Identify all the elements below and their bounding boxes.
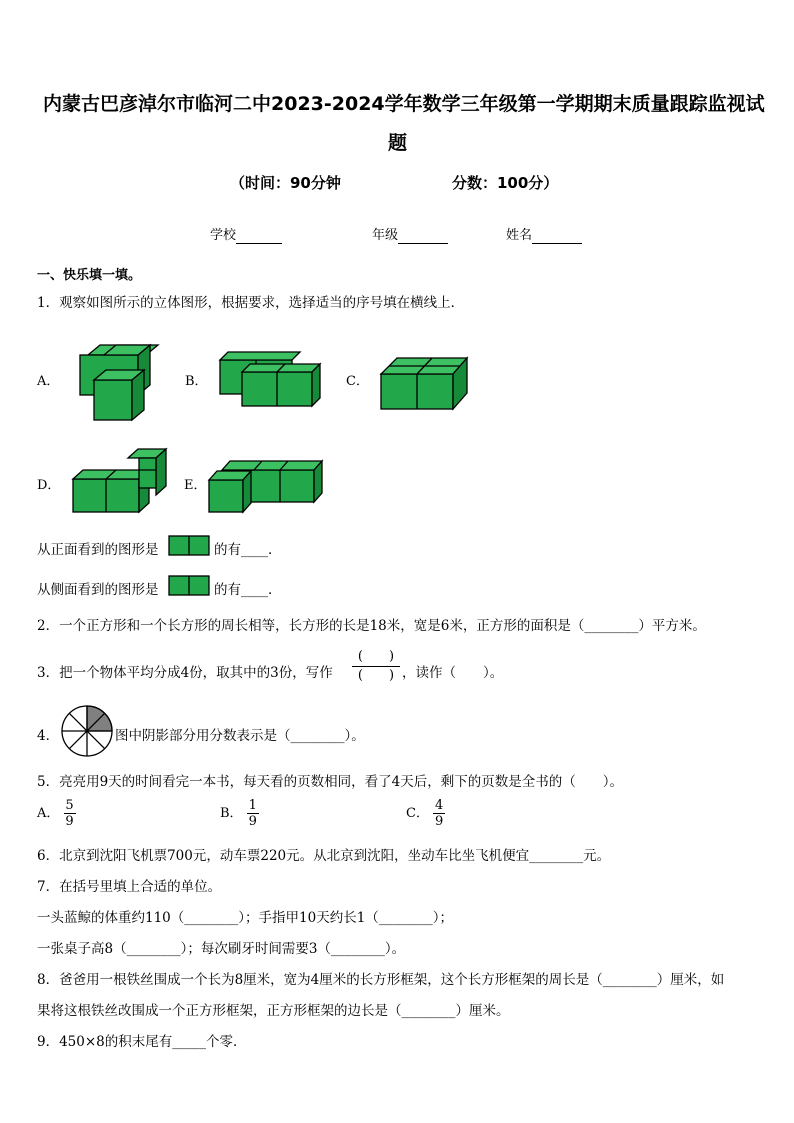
q5-option-b-label: B．: [220, 806, 243, 821]
q5-option-b[interactable]: [220, 798, 259, 829]
grade-field: [372, 224, 448, 244]
front-view-question: [37, 538, 159, 558]
q5-b-numerator: 1: [248, 798, 257, 813]
section-heading: 一、快乐填一填。: [37, 268, 142, 283]
side-view-text: 从侧面看到的图形是: [37, 582, 159, 598]
front-view-answer[interactable]: 的有____．: [214, 542, 282, 558]
q5-fraction-c: [433, 798, 445, 829]
exam-score: 分数：100分）: [452, 174, 559, 192]
q2: 2．一个正方形和一个长方形的周长相等，长方形的长是18米，宽是6米，正方形的面积是（________）平方米。: [37, 618, 706, 634]
q5-fraction-a: [64, 798, 76, 829]
option-c-label: C．: [346, 374, 369, 389]
school-field: [210, 224, 282, 244]
cube-figure-d: [70, 446, 170, 514]
q9: 9．450×8的积末尾有_____个零．: [37, 1034, 247, 1050]
school-label: 学校: [210, 228, 237, 243]
option-d-label: D．: [37, 478, 61, 493]
q7-line1: 一头蓝鲸的体重约110（________）；手指甲10天约长1（________）；: [37, 910, 454, 926]
cube-figure-b: [215, 348, 323, 410]
q7-stem: 7．在括号里填上合适的单位。: [37, 879, 222, 895]
q5-b-denominator: 9: [248, 814, 257, 829]
name-field: [506, 224, 582, 244]
q3-stem: 3．把一个物体平均分成4份，取其中的3份，写作: [37, 665, 333, 681]
name-label: 姓名: [506, 228, 533, 243]
q5-option-c[interactable]: [406, 798, 445, 829]
cube-figure-c: [378, 352, 470, 412]
q4-text: 图中阴影部分用分数表示是（________）。: [115, 728, 365, 744]
q6: 6．北京到沈阳飞机票700元，动车票220元。从北京到沈阳，坐动车比坐飞机便宜________元。: [37, 848, 611, 864]
side-view-answer[interactable]: 的有____．: [214, 582, 282, 598]
page-title-cont: 题: [388, 132, 408, 154]
side-view-question: [37, 578, 159, 598]
q3-fraction-blank[interactable]: ( ) ( ): [352, 648, 400, 685]
q7-line2: 一张桌子高8（________）；每次刷牙时间需要3（________）。: [37, 941, 406, 957]
q5-c-denominator: 9: [434, 814, 444, 829]
grade-blank[interactable]: [398, 228, 448, 244]
school-blank[interactable]: [236, 228, 282, 244]
cube-figure-e: [206, 458, 326, 514]
q8-line2: 果将这根铁丝改围成一个正方形框架，正方形框架的边长是（________）厘米。: [37, 1003, 510, 1019]
q5-c-numerator: 4: [434, 798, 444, 813]
option-a-label: A．: [37, 374, 60, 389]
q4-number: 4．: [37, 728, 60, 744]
two-square-side-icon: [168, 575, 210, 596]
q5-stem: 5．亮亮用9天的时间看完一本书，每天看的页数相同，看了4天后，剩下的页数是全书的（ ）。: [37, 774, 624, 790]
q5-option-c-label: C．: [406, 806, 429, 821]
shaded-circle-icon: [59, 703, 115, 759]
q1-stem: 1．观察如图所示的立体图形，根据要求，选择适当的序号填在横线上．: [37, 295, 465, 311]
q8-line1: 8．爸爸用一根铁丝围成一个长为8厘米，宽为4厘米的长方形框架，这个长方形框架的周长是（________）厘米，如: [37, 972, 725, 988]
option-b-label: B．: [185, 374, 208, 389]
name-blank[interactable]: [532, 228, 582, 244]
q5-a-numerator: 5: [65, 798, 74, 813]
q3-read: ，读作（ ）。: [402, 665, 504, 681]
cube-figure-a: [74, 340, 164, 422]
option-e-label: E．: [184, 478, 207, 493]
q5-option-a-label: A．: [37, 806, 60, 821]
two-square-front-icon: [168, 535, 210, 556]
q5-fraction-b: [247, 798, 259, 829]
q5-option-a[interactable]: [37, 798, 76, 829]
exam-time: （时间：90分钟: [230, 174, 341, 192]
front-view-text: 从正面看到的图形是: [37, 542, 159, 558]
grade-label: 年级: [372, 228, 399, 243]
q5-a-denominator: 9: [65, 814, 74, 829]
page-title: 内蒙古巴彦淖尔市临河二中2023-2024学年数学三年级第一学期期末质量跟踪监视试: [43, 93, 765, 115]
